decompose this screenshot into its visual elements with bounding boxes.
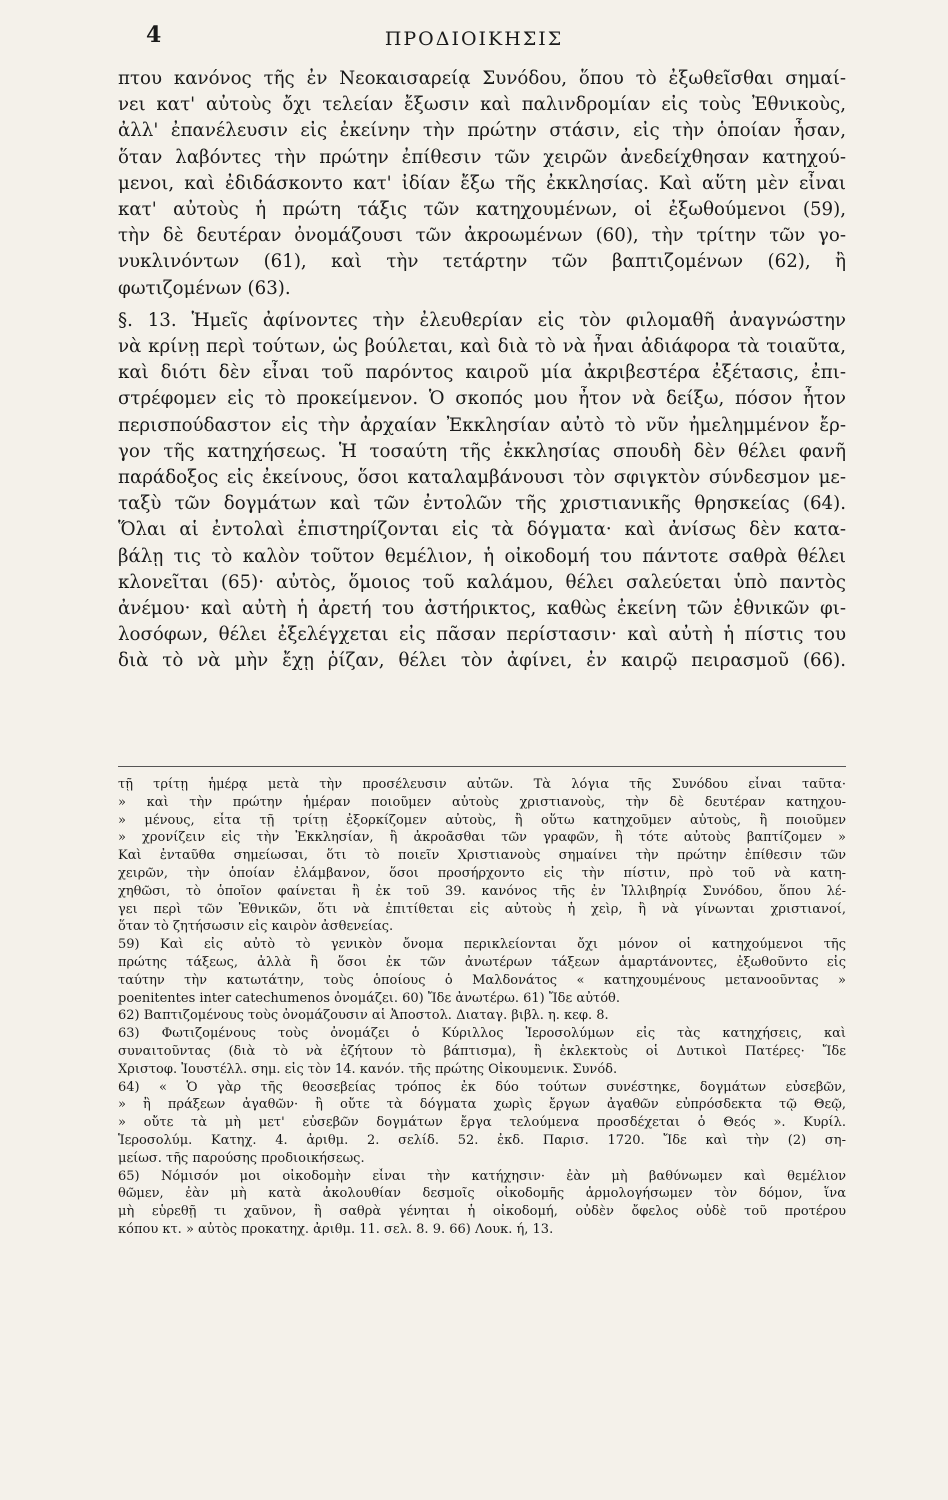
footnote-line: μείωσ. τῆς παρούσης προδιοικήσεως. [118,1150,365,1166]
body-line: πτου κανόνος τῆς ἐν Νεοκαισαρείᾳ Συνόδου, ὅπου τὸ ἐξωθεῖσθαι σημαί- [118,68,846,89]
body-line: στρέφομεν εἰς τὸ προκείμενον. Ὁ σκοπός μου ἦτον νὰ δείξω, πόσον ἦτον [118,388,846,410]
footnote-line: ὅταν τὸ ζητήσωσιν εἰς καιρὸν ἀσθενείας. [118,919,394,935]
footnote-line: » ἢ πράξεων ἀγαθῶν· ἢ οὔτε τὰ δόγματα χωρὶς ἔργων ἀγαθῶν εὐπρόσδεκτα τῷ Θεῷ, [118,1097,846,1113]
footnote-59: 59) Καὶ εἰς αὐτὸ τὸ γενικὸν ὄνομα περικλείονται ὄχι μόνον οἱ κατηχούμενοι τῆς [118,937,846,953]
body-line: μενοι, καὶ ἐδιδάσκοντο κατ' ἰδίαν ἔξω τῆς ἐκκλησίας. Καὶ αὕτη μὲν εἶναι [118,172,846,194]
body-line: παράδοξος εἰς ἐκείνους, ὅσοι καταλαμβάνουσι τὸν σφιγκτὸν σύνδεσμον με- [118,467,846,489]
footnote-line: χειρῶν, τὴν ὁποίαν ἐλάμβανον, ὅσοι προσήρχοντο εἰς τὴν πίστιν, πρὸ τοῦ νὰ κατη- [118,865,846,881]
footnote-65: 65) Νόμισόν μοι οἰκοδομὴν εἶναι τὴν κατήχησιν· ἐὰν μὴ βαθύνωμεν καὶ θεμέλιον [118,1168,846,1184]
page-header [0,22,948,58]
footnote-line: Χριστοφ. Ἰουστέλλ. σημ. εἰς τὸν 14. κανόν. τῆς πρώτης Οἰκουμενικ. Συνόδ. [118,1061,618,1077]
body-line: φωτιζομένων (63). [118,277,291,299]
body-line: ταξὺ τῶν δογμάτων καὶ τῶν ἐντολῶν τῆς χριστιανικῆς θρησκείας (64). [118,493,846,515]
body-line: διὰ τὸ νὰ μὴν ἔχῃ ῥίζαν, θέλει τὸν ἀφίνει, ἐν καιρῷ πειρασμοῦ (66). [118,650,846,672]
footnote-line: » μένους, εἶτα τῇ τρίτῃ ἐξορκίζομεν αὐτοὺς, ἢ οὕτω κατηχοῦμεν αὐτοὺς, ἢ ποιοῦμεν [118,812,846,828]
body-line: γον τῆς κατηχήσεως. Ἡ τοσαύτη τῆς ἐκκλησίας σπουδὴ δὲν θέλει φανῆ [118,440,846,462]
footnote-line: θῶμεν, ἐὰν μὴ κατὰ ἀκολουθίαν δεσμοῖς οἰκοδομῆς ἁρμολογήσωμεν τὸν δόμον, ἵνα [118,1186,846,1202]
footnote-line: Ἱεροσολύμ. Κατηχ. 4. ἀριθμ. 2. σελίδ. 52. ἐκδ. Παρισ. 1720. Ἴδε καὶ τὴν (2) ση- [118,1132,846,1148]
footnote-62: 62) Βαπτιζομένους τοὺς ὀνομάζουσιν αἱ Ἀποστολ. Διαταγ. βιβλ. η. κεφ. 8. [118,1008,609,1024]
footnote-line: συναιτοῦντας (διὰ τὸ νὰ ἐζήτουν τὸ βάπτισμα), ἢ ἐκλεκτοὺς οἱ Δυτικοὶ Πατέρες· Ἴδε [118,1043,846,1059]
footnote-line: poenitentes inter catechumenos ὀνομάζει. 60) Ἴδε ἀνωτέρω. 61) Ἴδε αὐτόθ. [118,990,621,1006]
section-heading-line: §. 13. Ἡμεῖς ἀφίνοντες τὴν ἐλευθερίαν εἰς τὸν φιλομαθῆ ἀναγνώστην [118,309,846,331]
body-line: κατ' αὐτοὺς ἡ πρώτη τάξις τῶν κατηχουμένων, οἱ ἐξωθούμενοι (59), [118,199,846,221]
body-line: νυκλινόντων (61), καὶ τὴν τετάρτην τῶν βαπτιζομένων (62), ἢ [118,251,846,273]
footnote-64: 64) « Ὁ γὰρ τῆς θεοσεβείας τρόπος ἐκ δύο τούτων συνέστηκε, δογμάτων εὐσεβῶν, [118,1079,846,1095]
footnote-line: μὴ εὑρεθῇ τι χαῦνον, ἢ σαθρὰ γένηται ἡ οἰκοδομή, οὐδὲν ὄφελος οὐδὲ τοῦ προτέρου [118,1204,846,1220]
body-line: ἀλλ' ἐπανέλευσιν εἰς ἐκείνην τὴν πρώτην στάσιν, εἰς τὴν ὁποίαν ἦσαν, [118,120,846,142]
body-line: καὶ διότι δὲν εἶναι τοῦ παρόντος καιροῦ μία ἀκριβεστέρα ἐξέτασις, ἐπι- [118,362,846,384]
body-line: κλονεῖται (65)· αὐτὸς, ὅμοιος τοῦ καλάμου, θέλει σαλεύεται ὑπὸ παντὸς [118,571,846,593]
body-line: ἀνέμου· καὶ αὐτὴ ἡ ἀρετή του ἀστήρικτος, καθὼς ἐκείνη τῶν ἐθνικῶν φι- [118,598,846,620]
running-title: ΠΡΟΔΙΟΙΚΗΣΙΣ [384,28,564,50]
footnote-line: τῇ τρίτῃ ἡμέρᾳ μετὰ τὴν προσέλευσιν αὐτῶν. Τὰ λόγια τῆς Συνόδου εἶναι ταῦτα· [118,777,846,792]
footnotes [118,776,846,1239]
footnote-line: χηθῶσι, τὸ ὁποῖον φαίνεται ἢ ἐκ τοῦ 39. κανόνος τῆς ἐν Ἰλλιβηρίᾳ Συνόδου, ὅπου λέ- [118,883,846,899]
footnote-line: » χρονίζειν εἰς τὴν Ἐκκλησίαν, ἢ ἀκροᾶσθαι τῶν γραφῶν, ἢ τότε αὐτοὺς βαπτίζομεν » [118,830,846,846]
footnote-line: πρώτης τάξεως, ἀλλὰ ἢ ὅσοι ἐκ τῶν ἀνωτέρων τάξεων ἁμαρτάνοντες, ἐξωθοῦντο εἰς [118,954,846,970]
body-line: νει κατ' αὐτοὺς ὄχι τελείαν ἔξωσιν καὶ παλινδρομίαν εἰς τοὺς Ἐθνικοὺς, [118,94,846,116]
body-line: νὰ κρίνῃ περὶ τούτων, ὡς βούλεται, καὶ διὰ τὸ νὰ ἦναι ἀδιάφορα τὰ τοιαῦτα, [118,336,846,358]
main-text [118,66,846,675]
body-line: Ὅλαι αἱ ἐντολαὶ ἐπιστηρίζονται εἰς τὰ δόγματα· καὶ ἀνίσως δὲν κατα- [118,519,846,541]
body-line: τὴν δὲ δευτέραν ὀνομάζουσι τῶν ἀκροωμένων (60), τὴν τρίτην τῶν γο- [118,225,846,247]
footnote-line: » οὔτε τὰ μὴ μετ' εὐσεβῶν δογμάτων ἔργα τελούμενα προσδέχεται ὁ Θεός ». Κυρίλ. [118,1115,846,1131]
body-line: περισπούδαστον εἰς τὴν ἀρχαίαν Ἐκκλησίαν αὐτὸ τὸ νῦν ἠμελημμένον ἔρ- [118,414,846,436]
page-number: 4 [146,22,162,48]
footnote-63: 63) Φωτιζομένους τοὺς ὀνομάζει ὁ Κύριλλος Ἱεροσολύμων εἰς τὰς κατηχήσεις, καὶ [118,1026,846,1042]
footnote-line: κόπου κτ. » αὐτὸς προκατηχ. ἀριθμ. 11. σελ. 8. 9. 66) Λουκ. ή, 13. [118,1221,554,1237]
footnote-line: γει περὶ τῶν Ἐθνικῶν, ὅτι νὰ ἐπιτίθεται εἰς αὐτοὺς ἡ χεὶρ, ἢ νὰ γίνωνται χριστιανοί, [118,901,846,917]
body-line: ὅταν λαβόντες τὴν πρώτην ἐπίθεσιν τῶν χειρῶν ἀνεδείχθησαν κατηχού- [118,146,846,168]
footnote-line: ταύτην τὴν κατωτάτην, τοὺς ὁποίους ὁ Μαλδονάτος « κατηχουμένους μετανοοῦντας » [118,972,846,988]
footnote-line: Καὶ ἐνταῦθα σημείωσαι, ὅτι τὸ ποιεῖν Χριστιανοὺς σημαίνει τὴν πρώτην ἐπίθεσιν τῶν [118,848,846,864]
footnote-divider [118,766,846,767]
body-line: λοσόφων, θέλει ἐξελέγχεται εἰς πᾶσαν περίστασιν· καὶ αὐτὴ ἡ πίστις του [118,624,846,646]
footnote-line: » καὶ τὴν πρώτην ἡμέραν ποιοῦμεν αὐτοὺς χριστιανοὺς, τὴν δὲ δευτέραν κατηχου- [118,794,846,810]
body-line: βάλῃ τις τὸ καλὸν τοῦτον θεμέλιον, ἡ οἰκοδομή του πάντοτε σαθρὰ θέλει [118,545,846,567]
